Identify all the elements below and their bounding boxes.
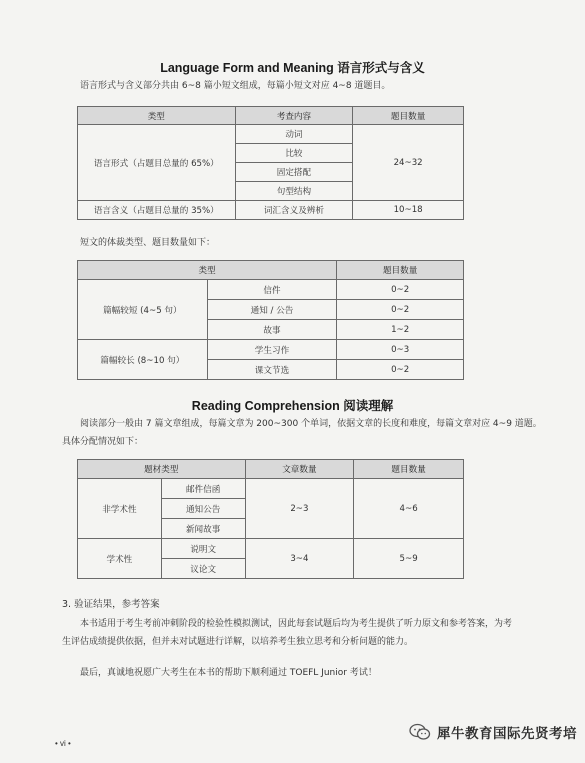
page-number: • vi •: [55, 739, 71, 748]
table-cell: 固定搭配: [235, 163, 353, 182]
table-header: 题目数量: [354, 460, 464, 479]
table-cell: 4~6: [354, 479, 464, 539]
wechat-icon: [409, 723, 431, 741]
table-header: 题目数量: [337, 261, 464, 280]
table-cell-type: 篇幅较长 (8~10 句）: [78, 340, 208, 380]
table-cell-type: 语言形式（占题目总量的 65%）: [78, 125, 236, 201]
table2-caption: 短文的体裁类型、题目数量如下：: [80, 238, 216, 248]
table-cell: 新闻故事: [161, 519, 245, 539]
section3-para2: 最后，真诚地祝愿广大考生在本书的帮助下顺利通过 TOEFL Junior 考试！: [80, 668, 377, 678]
table-cell: 句型结构: [235, 182, 353, 201]
watermark-text: 犀牛教育国际先贤考培: [437, 726, 577, 742]
section3-para1-line1: 本书适用于考生考前冲刺阶段的检验性模拟测试，因此每套试题后均为考生提供了听力原文和参考答案，为考: [80, 619, 513, 629]
table-cell-type: 篇幅较短 (4~5 句）: [78, 280, 208, 340]
table-cell: 比较: [235, 144, 353, 163]
watermark: [409, 722, 577, 742]
section3-heading: 3. 验证结果，参考答案: [62, 599, 160, 610]
table-header: 题目数量: [353, 107, 464, 125]
table-cell: 学生习作: [207, 340, 337, 360]
section2-intro-line2: 具体分配情况如下：: [62, 437, 144, 447]
section-title-language-form: Language Form and Meaning 语言形式与含义: [160, 61, 425, 75]
table-cell: 5~9: [354, 539, 464, 579]
table-cell: 词汇含义及辨析: [235, 201, 353, 220]
table-header: 文章数量: [245, 460, 354, 479]
table-cell-count: 24~32: [353, 125, 464, 201]
table-cell: 通知 / 公告: [207, 300, 337, 320]
table-cell: 2~3: [245, 479, 354, 539]
section2-intro-line1: 阅读部分一般由 7 篇文章组成，每篇文章为 200~300 个单词，依据文章的长度和难度，每篇文章对应 4~9 道题。: [80, 419, 542, 429]
table-cell: 0~3: [337, 340, 464, 360]
table-cell: 信件: [207, 280, 337, 300]
reading-table: [77, 459, 464, 579]
section1-intro: 语言形式与含义部分共由 6~8 篇小短文组成，每篇小短文对应 4~8 道题目。: [80, 81, 391, 91]
table-header: 类型: [78, 107, 236, 125]
section3-para1-line2: 生评估成绩提供依据，但并未对试题进行详解，以培养考生独立思考和分析问题的能力。: [62, 637, 414, 647]
table-cell: 通知公告: [161, 499, 245, 519]
table-cell-type: 非学术性: [78, 479, 162, 539]
table-cell: 0~2: [337, 360, 464, 380]
table-cell: 说明文: [161, 539, 245, 559]
genre-table: [77, 260, 464, 380]
table-cell-type: 语言含义（占题目总量的 35%）: [78, 201, 236, 220]
table-header: 考查内容: [235, 107, 353, 125]
table-cell: 1~2: [337, 320, 464, 340]
section-title-reading: Reading Comprehension 阅读理解: [191, 399, 394, 413]
table-cell-type: 学术性: [78, 539, 162, 579]
table-cell: 课文节选: [207, 360, 337, 380]
table-cell: 3~4: [245, 539, 354, 579]
table-cell: 0~2: [337, 280, 464, 300]
table-header: 类型: [78, 261, 337, 280]
table-cell: 邮件信函: [161, 479, 245, 499]
table-cell-count: 10~18: [353, 201, 464, 220]
table-cell: 故事: [207, 320, 337, 340]
table-cell: 0~2: [337, 300, 464, 320]
table-cell: 动词: [235, 125, 353, 144]
language-form-table: [77, 106, 464, 220]
table-cell: 议论文: [161, 559, 245, 579]
table-header: 题材类型: [78, 460, 246, 479]
